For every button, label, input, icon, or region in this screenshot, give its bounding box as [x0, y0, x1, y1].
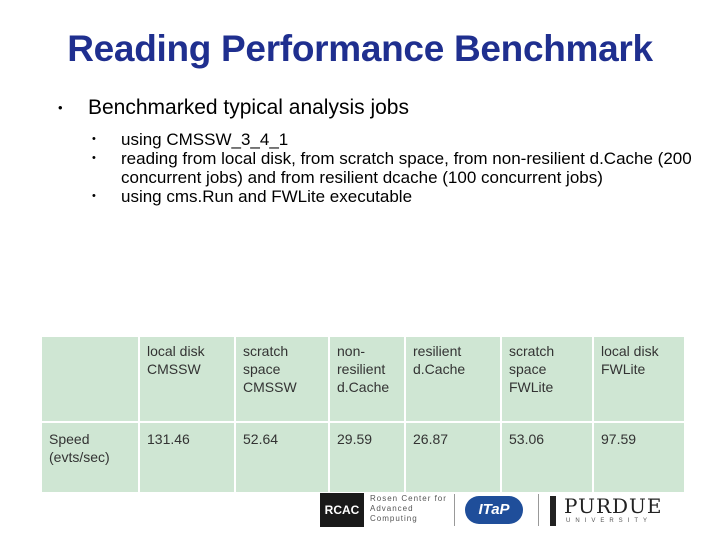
table-cell: 53.06 [501, 422, 593, 493]
footer-logos [320, 490, 663, 530]
purdue-university: UNIVERSITY [566, 518, 653, 524]
benchmark-table [40, 335, 686, 494]
purdue-shield-icon [550, 496, 556, 526]
table-header-cell: local disk CMSSW [139, 336, 235, 422]
slide-title: Reading Performance Benchmark [67, 28, 653, 69]
table-header-row [41, 336, 685, 422]
table-cell: 26.87 [405, 422, 501, 493]
row-label-cell: Speed (evts/sec) [41, 422, 139, 493]
table-header-cell: resilient d.Cache [405, 336, 501, 422]
sub-bullet-text: using CMSSW_3_4_1 [121, 130, 289, 149]
bullet-text: Benchmarked typical analysis jobs [88, 96, 409, 119]
sub-bullet-text: reading from local disk, from scratch space, from non-resilient d.Cache (200 concurrent jobs) and from resilient dcache (100 concurrent jobs) [121, 149, 692, 187]
table-header-cell: scratch space CMSSW [235, 336, 329, 422]
table-header-cell [41, 336, 139, 422]
table-row [41, 422, 685, 493]
bullet-dot-icon: • [92, 190, 96, 202]
rcac-mark: RCAC [320, 493, 364, 527]
purdue-name: PURDUE [564, 494, 663, 518]
table-cell: 29.59 [329, 422, 405, 493]
itap-logo [465, 496, 525, 524]
table-cell: 97.59 [593, 422, 685, 493]
table-header-cell: local disk FWLite [593, 336, 685, 422]
table-header-cell: non-resilient d.Cache [329, 336, 405, 422]
table-cell: 131.46 [139, 422, 235, 493]
rcac-text: Rosen Center for Advanced Computing [370, 494, 447, 523]
bullet-list [58, 96, 698, 206]
bullet-item [58, 96, 698, 120]
table-cell: 52.64 [235, 422, 329, 493]
table-header-cell: scratch space FWLite [501, 336, 593, 422]
sub-bullet-item [88, 130, 698, 149]
sub-bullet-list [88, 130, 698, 206]
logo-divider [454, 494, 455, 526]
sub-bullet-item [88, 149, 698, 187]
rcac-logo [320, 493, 450, 527]
itap-mark: ITaP [465, 496, 523, 524]
purdue-logo [550, 494, 663, 528]
bullet-dot-icon: • [92, 133, 96, 145]
sub-bullet-item [88, 187, 698, 206]
bullet-dot-icon: • [58, 100, 63, 115]
bullet-dot-icon: • [92, 152, 96, 164]
logo-divider [538, 494, 539, 526]
sub-bullet-text: using cms.Run and FWLite executable [121, 187, 413, 206]
